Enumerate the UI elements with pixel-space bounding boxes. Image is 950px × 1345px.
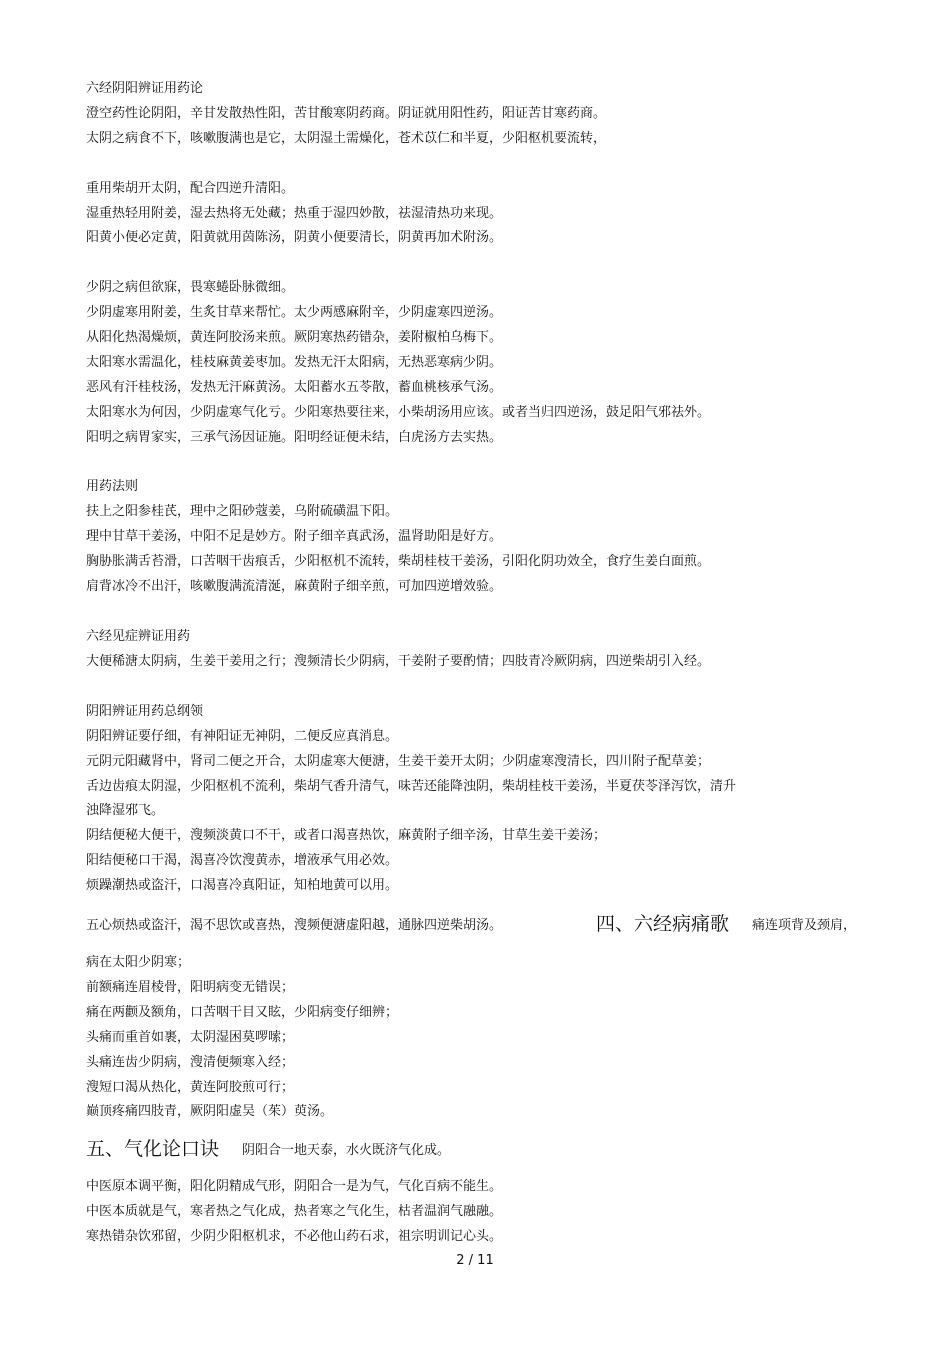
text-line: 肩背冰冷不出汗，咳嗽腹满流清涎，麻黄附子细辛煎，可加四逆增效验。 xyxy=(86,579,503,594)
text-line: 五心烦热或盗汗，渴不思饮或喜热，溲频便溏虚阳越，通脉四逆柴胡汤。 xyxy=(86,918,503,933)
text-line: 少阴虚寒用附姜，生炙甘草来帮忙。太少两感麻附辛，少阴虚寒四逆汤。 xyxy=(86,305,503,320)
text-line: 病在太阳少阴寒； xyxy=(86,955,191,970)
section-title-yongyao-faze: 用药法则 xyxy=(86,479,139,494)
text-line: 阴阳合一地天泰，水火既济气化成。 xyxy=(242,1143,451,1158)
heading-qihua-lun-koujue: 五、气化论口诀 xyxy=(86,1138,220,1160)
text-line: 阳黄小便必定黄，阳黄就用茵陈汤，阴黄小便要清长，阴黄再加术附汤。 xyxy=(86,230,503,245)
text-line: 少阴之病但欲寐，畏寒蜷卧脉微细。 xyxy=(86,280,295,295)
text-line: 湿重热轻用附姜，湿去热将无处藏；热重于湿四妙散，祛湿清热功来现。 xyxy=(86,206,503,221)
text-line: 前额痛连眉棱骨，阳明病变无错误； xyxy=(86,980,295,995)
text-line: 阳结便秘口干渴，渴喜冷饮溲黄赤，增液承气用必效。 xyxy=(86,853,399,868)
text-line: 太阳寒水为何因，少阴虚寒气化亏。少阳寒热要往来，小柴胡汤用应该。或者当归四逆汤，鼓足阳气邪祛外。 xyxy=(86,405,711,420)
text-line: 澄空药性论阴阳，辛甘发散热性阳，苦甘酸寒阴药商。阴证就用阳性药，阳证苦甘寒药商。 xyxy=(86,106,607,121)
text-line: 痛在两颧及额角，口苦咽干目又眩，少阳病变仔细辨； xyxy=(86,1005,399,1020)
text-line: 从阳化热渴燥烦，黄连阿胶汤来煎。厥阴寒热药错杂，姜附椒柏乌梅下。 xyxy=(86,330,503,345)
text-line: 中医本质就是气，寒者热之气化成，热者寒之气化生，枯者温润气融融。 xyxy=(86,1204,503,1219)
section-title-liujing-yinyang: 六经阴阳辨证用药论 xyxy=(86,81,204,96)
section-title-liujing-jianzheng: 六经见症辨证用药 xyxy=(86,629,191,644)
text-line: 阴阳辨证要仔细，有神阳证无神阴，二便反应真消息。 xyxy=(86,729,399,744)
text-line: 太阴之病食不下，咳嗽腹满也是它，太阴湿土需燥化，苍术苡仁和半夏，少阳枢机要流转， xyxy=(86,131,607,146)
section-title-yinyang-zonggangling: 阴阳辨证用药总纲领 xyxy=(86,704,204,719)
text-line: 胸胁胀满舌苔滑，口苦咽干齿痕舌，少阳枢机不流转，柴胡桂枝干姜汤，引阳化阴功效全，食疗生姜白面煎。 xyxy=(86,554,711,569)
text-line: 浊降湿邪飞。 xyxy=(86,803,165,818)
text-line: 扶上之阳参桂芪，理中之阳砂蔻姜，乌附硫磺温下阳。 xyxy=(86,504,399,519)
text-line: 舌边齿痕太阴湿，少阳枢机不流利，柴胡气香升清气，味苦还能降浊阴，柴胡桂枝干姜汤，半夏茯苓泽泻饮，清升 xyxy=(86,779,737,794)
text-line: 头痛而重首如裹，太阴湿困莫啰嗦； xyxy=(86,1030,295,1045)
heading-liujing-bingtong-ge: 四、六经病痛歌 xyxy=(596,913,730,935)
page-number: 2 / 11 xyxy=(456,1253,494,1268)
text-line: 烦躁潮热或盗汗，口渴喜冷真阳证，知柏地黄可以用。 xyxy=(86,878,399,893)
text-line: 元阴元阳藏肾中，肾司二便之开合，太阴虚寒大便溏，生姜干姜开太阴；少阴虚寒溲清长，四川附子配草姜； xyxy=(86,754,711,769)
text-line: 重用柴胡开太阴，配合四逆升清阳。 xyxy=(86,181,295,196)
text-line: 痛连项背及颈肩， xyxy=(752,918,857,933)
text-line: 巅顶疼痛四肢青，厥阴阳虚吴（茱）萸汤。 xyxy=(86,1104,334,1119)
text-line: 阳明之病胃家实，三承气汤因证施。阳明经证便未结，白虎汤方去实热。 xyxy=(86,430,503,445)
text-line: 理中甘草干姜汤，中阳不足是妙方。附子细辛真武汤，温肾助阳是好方。 xyxy=(86,529,503,544)
text-line: 大便稀溏太阴病，生姜干姜用之行；溲频清长少阴病，干姜附子要酌情；四肢青冷厥阴病，四逆柴胡引入经。 xyxy=(86,654,711,669)
text-line: 中医原本调平衡，阳化阴精成气形，阴阳合一是为气，气化百病不能生。 xyxy=(86,1179,503,1194)
text-line: 太阳寒水需温化，桂枝麻黄姜枣加。发热无汗太阳病，无热恶寒病少阴。 xyxy=(86,355,503,370)
text-line: 阴结便秘大便干，溲频淡黄口不干，或者口渴喜热饮，麻黄附子细辛汤，甘草生姜干姜汤； xyxy=(86,828,607,843)
text-line: 溲短口渴从热化，黄连阿胶煎可行； xyxy=(86,1080,295,1095)
text-line: 头痛连齿少阴病，溲清便频寒入经； xyxy=(86,1055,295,1070)
text-line: 寒热错杂饮邪留，少阴少阳枢机求，不必他山药石求，祖宗明训记心头。 xyxy=(86,1229,503,1244)
text-line: 恶风有汗桂枝汤，发热无汗麻黄汤。太阳蓄水五苓散，蓄血桃核承气汤。 xyxy=(86,380,503,395)
